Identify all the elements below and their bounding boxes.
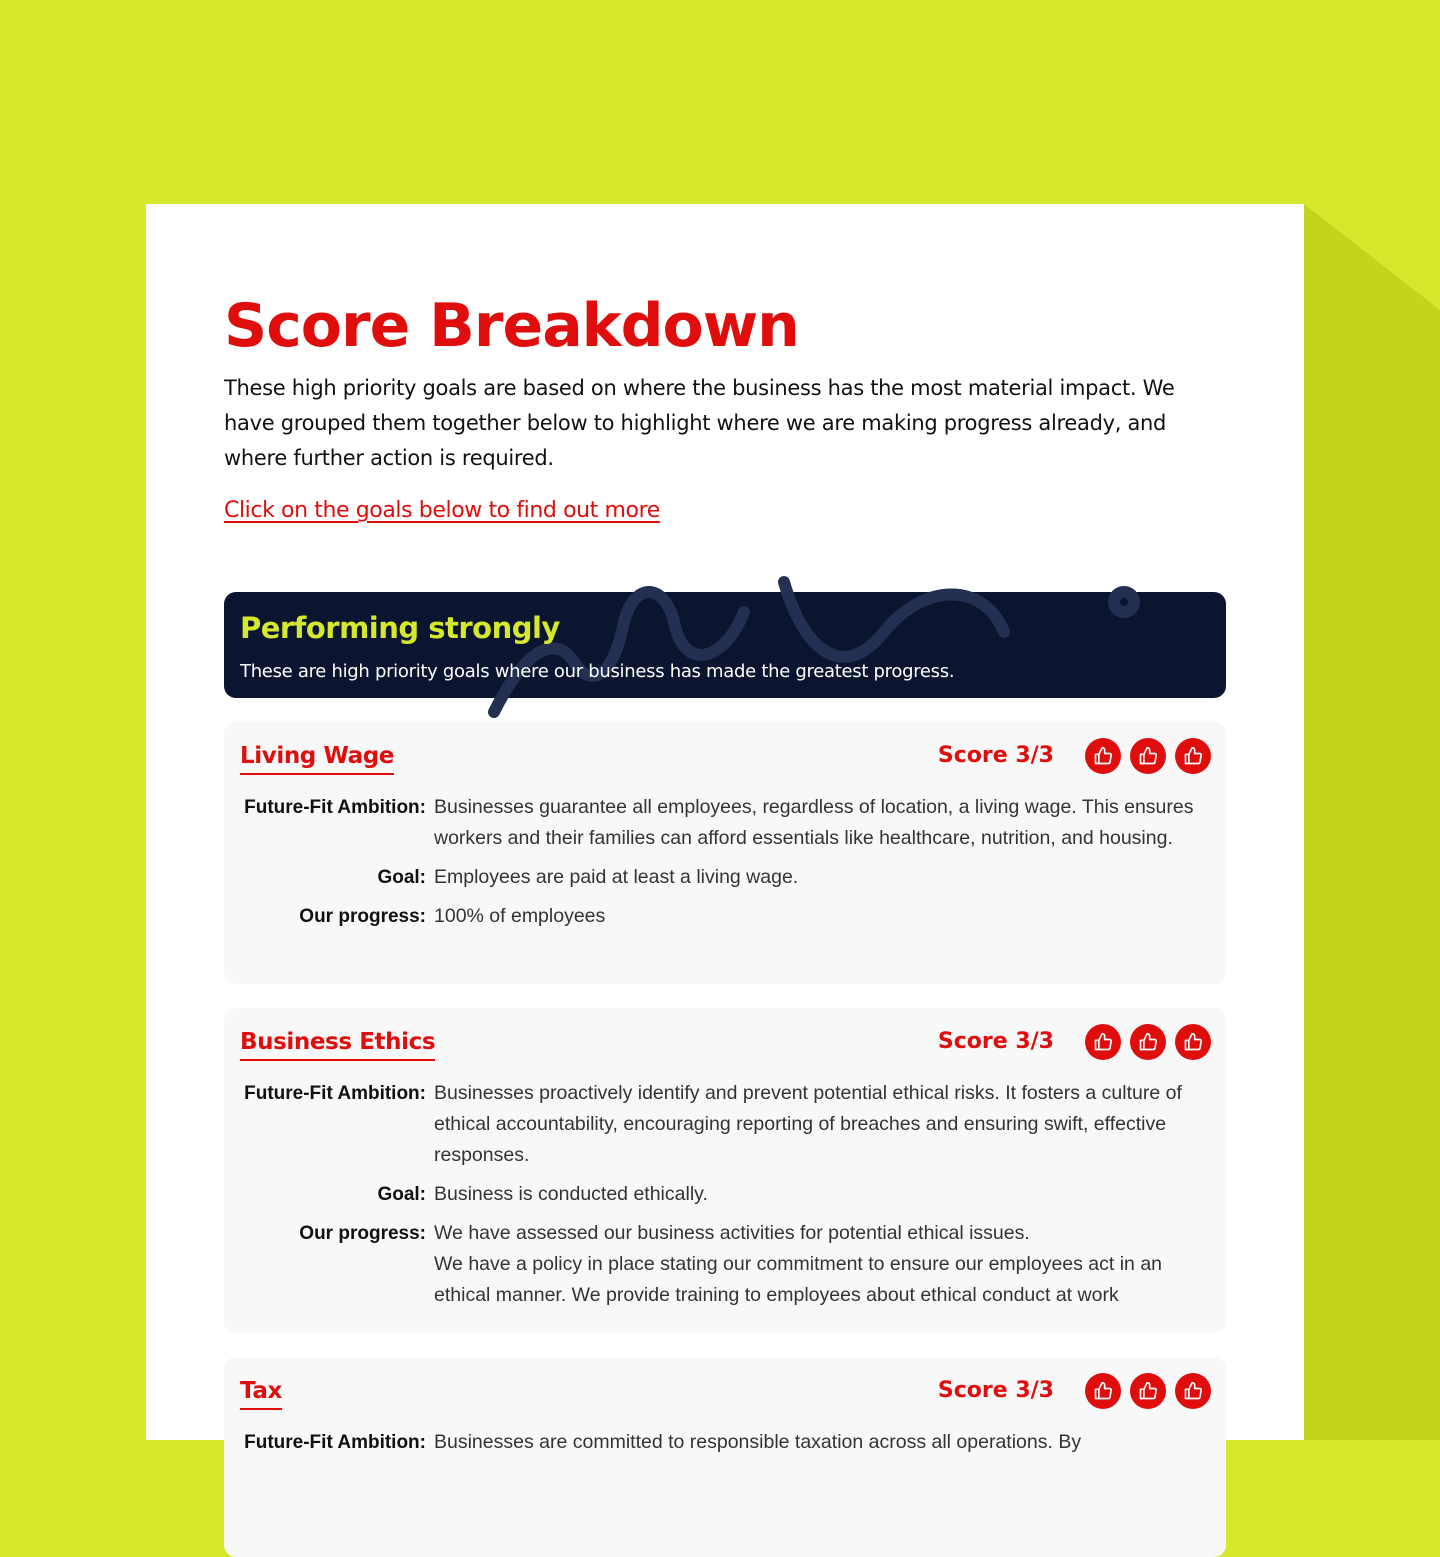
goal-label: Goal: — [377, 1184, 426, 1205]
progress-label: Our progress: — [299, 1223, 426, 1244]
page-title: Score Breakdown — [224, 291, 799, 361]
thumbs-up-icon — [1175, 738, 1211, 774]
thumbs-up-icon — [1085, 1373, 1121, 1409]
score-icons — [1085, 738, 1211, 774]
goal-text: Business is conducted ethically. — [434, 1183, 708, 1205]
progress-line: We have a policy in place stating our commitment to ensure our employees act in an ethical manner. We provide training to employees about ethical conduct at work — [434, 1253, 1163, 1306]
ambition-text: Businesses are committed to responsible taxation across all operations. By — [434, 1431, 1082, 1453]
ambition-row — [240, 792, 1212, 854]
score-icons — [1085, 1024, 1211, 1060]
progress-row — [240, 901, 1212, 932]
goal-card-living-wage[interactable] — [224, 722, 1226, 984]
section-banner — [224, 592, 1226, 698]
progress-text — [434, 901, 1212, 932]
goal-row — [240, 1179, 1212, 1210]
goal-row — [240, 862, 1212, 893]
ambition-text: Businesses proactively identify and prevent potential ethical risks. It fosters a culture of ethical accountability, encouraging reporting of breaches and ensuring swift, effective responses. — [434, 1082, 1182, 1166]
thumbs-up-icon — [1175, 1024, 1211, 1060]
goal-score: Score 3/3 — [937, 743, 1054, 768]
thumbs-up-icon — [1130, 1024, 1166, 1060]
ambition-row — [240, 1078, 1212, 1171]
find-out-more-link[interactable]: Click on the goals below to find out more — [224, 498, 660, 523]
thumbs-up-icon — [1085, 1024, 1121, 1060]
goal-card-business-ethics[interactable] — [224, 1008, 1226, 1333]
goal-card-tax[interactable] — [224, 1357, 1226, 1557]
progress-text — [434, 1218, 1212, 1311]
goal-score: Score 3/3 — [937, 1029, 1054, 1054]
goal-text: Employees are paid at least a living wage. — [434, 866, 799, 888]
ambition-label: Future-Fit Ambition: — [244, 1432, 426, 1453]
ambition-label: Future-Fit Ambition: — [244, 797, 426, 818]
page-shadow — [1304, 204, 1440, 1440]
score-icons — [1085, 1373, 1211, 1409]
ambition-label: Future-Fit Ambition: — [244, 1083, 426, 1104]
goal-label: Goal: — [377, 867, 426, 888]
goal-score: Score 3/3 — [937, 1378, 1054, 1403]
thumbs-up-icon — [1130, 738, 1166, 774]
thumbs-up-icon — [1175, 1373, 1211, 1409]
document-page — [146, 204, 1304, 1453]
thumbs-up-icon — [1085, 738, 1121, 774]
goal-title[interactable]: Tax — [240, 1375, 282, 1410]
intro-text: These high priority goals are based on where the business has the most material impact. We have grouped them together below to highlight where we are making progress already, and where further action is required. — [224, 376, 1175, 470]
progress-row — [240, 1218, 1212, 1311]
progress-line: 100% of employees — [434, 905, 606, 927]
goal-title[interactable]: Business Ethics — [240, 1026, 435, 1061]
section-description: These are high priority goals where our business has made the greatest progress. — [240, 661, 955, 682]
progress-label: Our progress: — [299, 906, 426, 927]
goal-title[interactable]: Living Wage — [240, 740, 394, 775]
section-title: Performing strongly — [240, 611, 560, 645]
ambition-row — [240, 1427, 1212, 1458]
ambition-text: Businesses guarantee all employees, regardless of location, a living wage. This ensures workers and their families can afford essentials like healthcare, nutrition, and housing. — [434, 796, 1194, 849]
thumbs-up-icon — [1130, 1373, 1166, 1409]
progress-line: We have assessed our business activities for potential ethical issues. — [434, 1222, 1030, 1244]
